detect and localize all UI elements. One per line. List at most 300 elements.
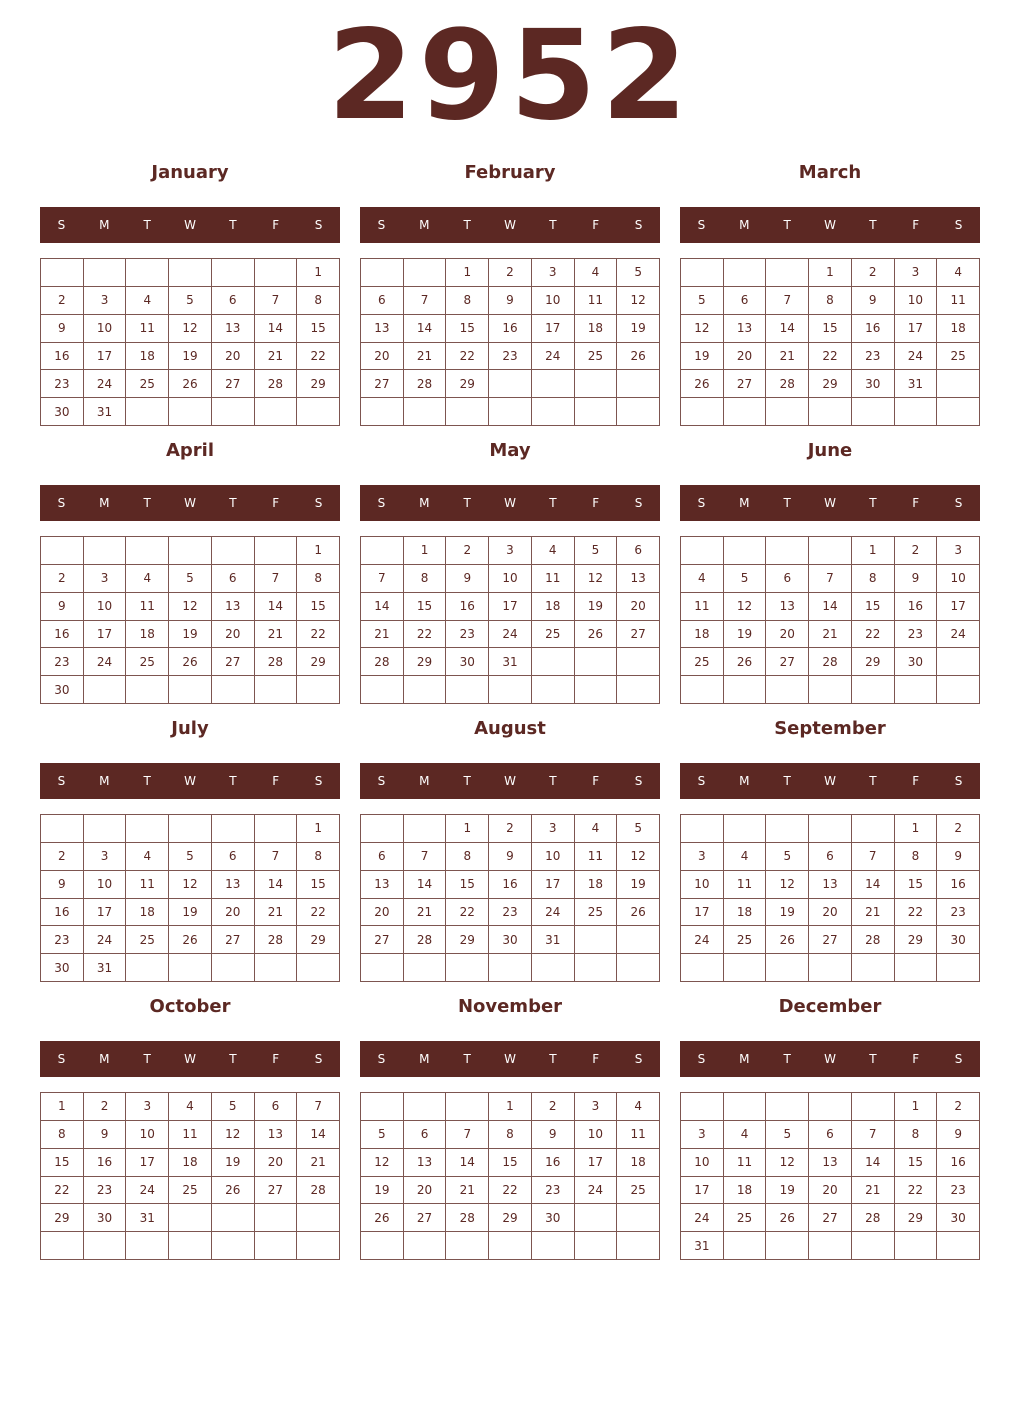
weekday-label: W — [504, 496, 516, 510]
day-cell: 26 — [617, 343, 660, 371]
day-cell: 27 — [766, 648, 809, 676]
day-cell: 21 — [446, 1177, 489, 1205]
empty-day-cell — [446, 954, 489, 982]
day-cell: 4 — [617, 1093, 660, 1121]
weekday-header — [360, 485, 660, 521]
days-grid — [360, 814, 660, 982]
month-name: November — [457, 996, 563, 1017]
weekday-label: S — [377, 496, 386, 510]
weekday-label: S — [57, 774, 66, 788]
day-cell: 3 — [575, 1093, 618, 1121]
day-cell: 19 — [169, 621, 212, 649]
day-cell: 25 — [126, 370, 169, 398]
weekday-label: M — [419, 218, 430, 232]
day-cell: 21 — [255, 621, 298, 649]
month-name: December — [778, 996, 882, 1017]
day-cell: 10 — [532, 287, 575, 315]
empty-day-cell — [489, 1232, 532, 1260]
empty-day-cell — [84, 676, 127, 704]
empty-day-cell — [404, 1093, 447, 1121]
day-cell: 6 — [361, 843, 404, 871]
day-cell: 24 — [84, 926, 127, 954]
empty-day-cell — [575, 926, 618, 954]
empty-day-cell — [895, 1232, 938, 1260]
day-cell: 16 — [446, 593, 489, 621]
empty-day-cell — [126, 815, 169, 843]
day-cell: 21 — [297, 1149, 340, 1177]
empty-day-cell — [361, 676, 404, 704]
weekday-label: S — [377, 218, 386, 232]
empty-day-cell — [169, 815, 212, 843]
day-cell: 2 — [41, 287, 84, 315]
day-cell: 9 — [852, 287, 895, 315]
day-cell: 2 — [895, 537, 938, 565]
day-cell: 8 — [41, 1121, 84, 1149]
month-name: July — [171, 718, 209, 739]
day-cell: 30 — [41, 954, 84, 982]
empty-day-cell — [532, 1232, 575, 1260]
day-cell: 24 — [895, 343, 938, 371]
day-cell: 13 — [766, 593, 809, 621]
weekday-label: M — [419, 496, 430, 510]
empty-day-cell — [617, 648, 660, 676]
empty-day-cell — [852, 398, 895, 426]
empty-day-cell — [681, 676, 724, 704]
empty-day-cell — [852, 1093, 895, 1121]
day-cell: 2 — [41, 565, 84, 593]
day-cell: 2 — [937, 1093, 980, 1121]
day-cell: 27 — [617, 621, 660, 649]
day-cell: 20 — [404, 1177, 447, 1205]
weekday-label: T — [783, 774, 791, 788]
weekday-label: F — [272, 218, 280, 232]
empty-day-cell — [446, 676, 489, 704]
empty-day-cell — [724, 1093, 767, 1121]
day-cell: 3 — [681, 843, 724, 871]
day-cell: 26 — [361, 1204, 404, 1232]
day-cell: 10 — [84, 315, 127, 343]
day-cell: 25 — [724, 1204, 767, 1232]
empty-day-cell — [169, 1232, 212, 1260]
days-grid — [360, 258, 660, 426]
weekday-header — [40, 485, 340, 521]
days-grid — [680, 1092, 980, 1260]
day-cell: 14 — [446, 1149, 489, 1177]
month-name: August — [474, 718, 546, 739]
empty-day-cell — [404, 954, 447, 982]
day-cell: 24 — [575, 1177, 618, 1205]
empty-day-cell — [212, 815, 255, 843]
day-cell: 22 — [446, 899, 489, 927]
weekday-label: T — [869, 1052, 877, 1066]
month-name: April — [165, 440, 215, 461]
day-cell: 2 — [446, 537, 489, 565]
day-cell: 24 — [489, 621, 532, 649]
day-cell: 15 — [41, 1149, 84, 1177]
day-cell: 18 — [724, 1177, 767, 1205]
weekday-label: S — [57, 1052, 66, 1066]
empty-day-cell — [724, 398, 767, 426]
day-cell: 7 — [852, 843, 895, 871]
day-cell: 4 — [575, 259, 618, 287]
day-cell: 18 — [126, 343, 169, 371]
day-cell: 18 — [126, 621, 169, 649]
day-cell: 15 — [852, 593, 895, 621]
month-name: May — [489, 440, 531, 461]
empty-day-cell — [255, 259, 298, 287]
day-cell: 1 — [297, 815, 340, 843]
weekday-label: T — [229, 774, 237, 788]
empty-day-cell — [766, 676, 809, 704]
day-cell: 22 — [404, 621, 447, 649]
day-cell: 27 — [212, 370, 255, 398]
day-cell: 25 — [937, 343, 980, 371]
year-title: 2952 — [327, 4, 693, 148]
empty-day-cell — [41, 815, 84, 843]
day-cell: 8 — [404, 565, 447, 593]
month-name: September — [774, 718, 886, 739]
day-cell: 11 — [126, 871, 169, 899]
day-cell: 6 — [361, 287, 404, 315]
day-cell: 8 — [297, 843, 340, 871]
day-cell: 25 — [126, 926, 169, 954]
empty-day-cell — [169, 676, 212, 704]
day-cell: 17 — [84, 343, 127, 371]
day-cell: 26 — [575, 621, 618, 649]
day-cell: 5 — [766, 1121, 809, 1149]
empty-day-cell — [617, 370, 660, 398]
day-cell: 13 — [617, 565, 660, 593]
day-cell: 31 — [84, 954, 127, 982]
weekday-label: T — [143, 1052, 151, 1066]
empty-day-cell — [297, 1204, 340, 1232]
day-cell: 16 — [937, 871, 980, 899]
day-cell: 18 — [617, 1149, 660, 1177]
month-name: March — [798, 162, 862, 183]
weekday-label: M — [739, 774, 750, 788]
weekday-label: F — [592, 218, 600, 232]
day-cell: 27 — [255, 1177, 298, 1205]
day-cell: 26 — [766, 1204, 809, 1232]
day-cell: 1 — [895, 1093, 938, 1121]
day-cell: 30 — [852, 370, 895, 398]
day-cell: 8 — [297, 287, 340, 315]
day-cell: 7 — [404, 843, 447, 871]
day-cell: 30 — [84, 1204, 127, 1232]
day-cell: 15 — [446, 315, 489, 343]
day-cell: 9 — [41, 593, 84, 621]
day-cell: 17 — [126, 1149, 169, 1177]
weekday-label: T — [463, 1052, 471, 1066]
weekday-header — [680, 763, 980, 799]
empty-day-cell — [41, 1232, 84, 1260]
day-cell: 2 — [489, 815, 532, 843]
weekday-label: S — [697, 496, 706, 510]
day-cell: 6 — [212, 287, 255, 315]
day-cell: 26 — [212, 1177, 255, 1205]
day-cell: 9 — [41, 315, 84, 343]
weekday-label: F — [272, 1052, 280, 1066]
empty-day-cell — [297, 398, 340, 426]
day-cell: 18 — [532, 593, 575, 621]
day-cell: 23 — [937, 1177, 980, 1205]
empty-day-cell — [532, 648, 575, 676]
empty-day-cell — [895, 398, 938, 426]
day-cell: 24 — [681, 1204, 724, 1232]
day-cell: 14 — [852, 871, 895, 899]
day-cell: 22 — [446, 343, 489, 371]
empty-day-cell — [766, 398, 809, 426]
empty-day-cell — [169, 398, 212, 426]
day-cell: 12 — [724, 593, 767, 621]
day-cell: 21 — [255, 343, 298, 371]
empty-day-cell — [255, 537, 298, 565]
empty-day-cell — [724, 676, 767, 704]
day-cell: 28 — [297, 1177, 340, 1205]
day-cell: 23 — [489, 343, 532, 371]
day-cell: 16 — [852, 315, 895, 343]
day-cell: 29 — [895, 1204, 938, 1232]
empty-day-cell — [937, 954, 980, 982]
day-cell: 12 — [766, 871, 809, 899]
empty-day-cell — [937, 370, 980, 398]
day-cell: 20 — [255, 1149, 298, 1177]
day-cell: 7 — [809, 565, 852, 593]
weekday-label: T — [549, 218, 557, 232]
day-cell: 24 — [532, 343, 575, 371]
day-cell: 13 — [212, 315, 255, 343]
day-cell: 7 — [404, 287, 447, 315]
days-grid — [680, 258, 980, 426]
day-cell: 25 — [169, 1177, 212, 1205]
day-cell: 8 — [895, 1121, 938, 1149]
day-cell: 30 — [446, 648, 489, 676]
weekday-label: S — [634, 218, 643, 232]
day-cell: 12 — [575, 565, 618, 593]
day-cell: 31 — [489, 648, 532, 676]
empty-day-cell — [809, 398, 852, 426]
days-grid — [40, 258, 340, 426]
day-cell: 11 — [532, 565, 575, 593]
empty-day-cell — [255, 815, 298, 843]
day-cell: 31 — [84, 398, 127, 426]
weekday-label: W — [824, 218, 836, 232]
day-cell: 13 — [361, 871, 404, 899]
day-cell: 22 — [41, 1177, 84, 1205]
empty-day-cell — [575, 954, 618, 982]
day-cell: 27 — [724, 370, 767, 398]
weekday-label: S — [377, 1052, 386, 1066]
day-cell: 28 — [404, 370, 447, 398]
weekday-label: F — [912, 496, 920, 510]
empty-day-cell — [212, 259, 255, 287]
empty-day-cell — [489, 370, 532, 398]
weekday-header — [680, 485, 980, 521]
empty-day-cell — [937, 398, 980, 426]
empty-day-cell — [681, 954, 724, 982]
day-cell: 8 — [852, 565, 895, 593]
weekday-label: F — [592, 774, 600, 788]
day-cell: 20 — [361, 343, 404, 371]
weekday-label: F — [912, 1052, 920, 1066]
empty-day-cell — [681, 398, 724, 426]
day-cell: 2 — [532, 1093, 575, 1121]
empty-day-cell — [169, 1204, 212, 1232]
empty-day-cell — [361, 259, 404, 287]
day-cell: 27 — [212, 648, 255, 676]
day-cell: 21 — [255, 899, 298, 927]
day-cell: 16 — [84, 1149, 127, 1177]
day-cell: 10 — [681, 1149, 724, 1177]
weekday-label: S — [314, 774, 323, 788]
weekday-label: F — [272, 496, 280, 510]
day-cell: 10 — [84, 593, 127, 621]
weekday-label: T — [229, 1052, 237, 1066]
day-cell: 22 — [297, 621, 340, 649]
day-cell: 18 — [169, 1149, 212, 1177]
empty-day-cell — [809, 954, 852, 982]
day-cell: 6 — [212, 843, 255, 871]
empty-day-cell — [361, 398, 404, 426]
day-cell: 5 — [361, 1121, 404, 1149]
day-cell: 15 — [297, 593, 340, 621]
day-cell: 27 — [404, 1204, 447, 1232]
day-cell: 7 — [297, 1093, 340, 1121]
empty-day-cell — [169, 259, 212, 287]
day-cell: 6 — [809, 843, 852, 871]
weekday-label: S — [954, 218, 963, 232]
day-cell: 22 — [809, 343, 852, 371]
day-cell: 29 — [297, 370, 340, 398]
day-cell: 25 — [681, 648, 724, 676]
day-cell: 12 — [212, 1121, 255, 1149]
day-cell: 11 — [937, 287, 980, 315]
day-cell: 16 — [41, 621, 84, 649]
empty-day-cell — [84, 1232, 127, 1260]
day-cell: 31 — [681, 1232, 724, 1260]
empty-day-cell — [126, 398, 169, 426]
day-cell: 19 — [617, 315, 660, 343]
day-cell: 21 — [766, 343, 809, 371]
day-cell: 8 — [446, 287, 489, 315]
empty-day-cell — [212, 954, 255, 982]
day-cell: 4 — [169, 1093, 212, 1121]
day-cell: 19 — [681, 343, 724, 371]
empty-day-cell — [297, 1232, 340, 1260]
weekday-label: M — [739, 218, 750, 232]
empty-day-cell — [852, 1232, 895, 1260]
day-cell: 1 — [895, 815, 938, 843]
day-cell: 6 — [404, 1121, 447, 1149]
weekday-label: M — [99, 496, 110, 510]
day-cell: 7 — [446, 1121, 489, 1149]
day-cell: 16 — [41, 343, 84, 371]
empty-day-cell — [532, 676, 575, 704]
weekday-label: W — [824, 774, 836, 788]
days-grid — [680, 536, 980, 704]
day-cell: 25 — [575, 343, 618, 371]
day-cell: 9 — [489, 843, 532, 871]
empty-day-cell — [852, 815, 895, 843]
empty-day-cell — [937, 1232, 980, 1260]
empty-day-cell — [766, 1232, 809, 1260]
day-cell: 17 — [532, 871, 575, 899]
day-cell: 5 — [681, 287, 724, 315]
empty-day-cell — [852, 676, 895, 704]
day-cell: 18 — [937, 315, 980, 343]
day-cell: 28 — [852, 926, 895, 954]
weekday-label: S — [314, 1052, 323, 1066]
empty-day-cell — [489, 954, 532, 982]
weekday-label: M — [99, 218, 110, 232]
day-cell: 8 — [489, 1121, 532, 1149]
day-cell: 24 — [681, 926, 724, 954]
day-cell: 6 — [724, 287, 767, 315]
day-cell: 2 — [937, 815, 980, 843]
empty-day-cell — [255, 1204, 298, 1232]
day-cell: 23 — [937, 899, 980, 927]
empty-day-cell — [404, 815, 447, 843]
empty-day-cell — [681, 259, 724, 287]
day-cell: 13 — [404, 1149, 447, 1177]
empty-day-cell — [84, 259, 127, 287]
day-cell: 29 — [809, 370, 852, 398]
empty-day-cell — [361, 1093, 404, 1121]
weekday-header — [360, 763, 660, 799]
day-cell: 27 — [809, 1204, 852, 1232]
day-cell: 28 — [255, 926, 298, 954]
empty-day-cell — [212, 676, 255, 704]
month-name: October — [149, 996, 231, 1017]
empty-day-cell — [255, 398, 298, 426]
empty-day-cell — [446, 1093, 489, 1121]
weekday-label: W — [184, 496, 196, 510]
empty-day-cell — [404, 398, 447, 426]
weekday-label: T — [783, 218, 791, 232]
days-grid — [680, 814, 980, 982]
empty-day-cell — [575, 648, 618, 676]
empty-day-cell — [809, 1093, 852, 1121]
day-cell: 23 — [446, 621, 489, 649]
weekday-label: T — [869, 218, 877, 232]
empty-day-cell — [681, 537, 724, 565]
day-cell: 13 — [809, 871, 852, 899]
day-cell: 4 — [575, 815, 618, 843]
empty-day-cell — [489, 398, 532, 426]
empty-day-cell — [617, 398, 660, 426]
empty-day-cell — [212, 1232, 255, 1260]
day-cell: 14 — [255, 315, 298, 343]
day-cell: 24 — [126, 1177, 169, 1205]
empty-day-cell — [84, 537, 127, 565]
day-cell: 6 — [766, 565, 809, 593]
empty-day-cell — [617, 926, 660, 954]
day-cell: 9 — [937, 843, 980, 871]
weekday-label: T — [229, 218, 237, 232]
day-cell: 5 — [169, 287, 212, 315]
day-cell: 7 — [255, 287, 298, 315]
weekday-label: F — [912, 774, 920, 788]
weekday-label: S — [954, 496, 963, 510]
day-cell: 10 — [681, 871, 724, 899]
day-cell: 4 — [126, 287, 169, 315]
weekday-label: S — [634, 774, 643, 788]
day-cell: 29 — [404, 648, 447, 676]
day-cell: 9 — [895, 565, 938, 593]
day-cell: 19 — [212, 1149, 255, 1177]
day-cell: 24 — [84, 370, 127, 398]
day-cell: 25 — [532, 621, 575, 649]
